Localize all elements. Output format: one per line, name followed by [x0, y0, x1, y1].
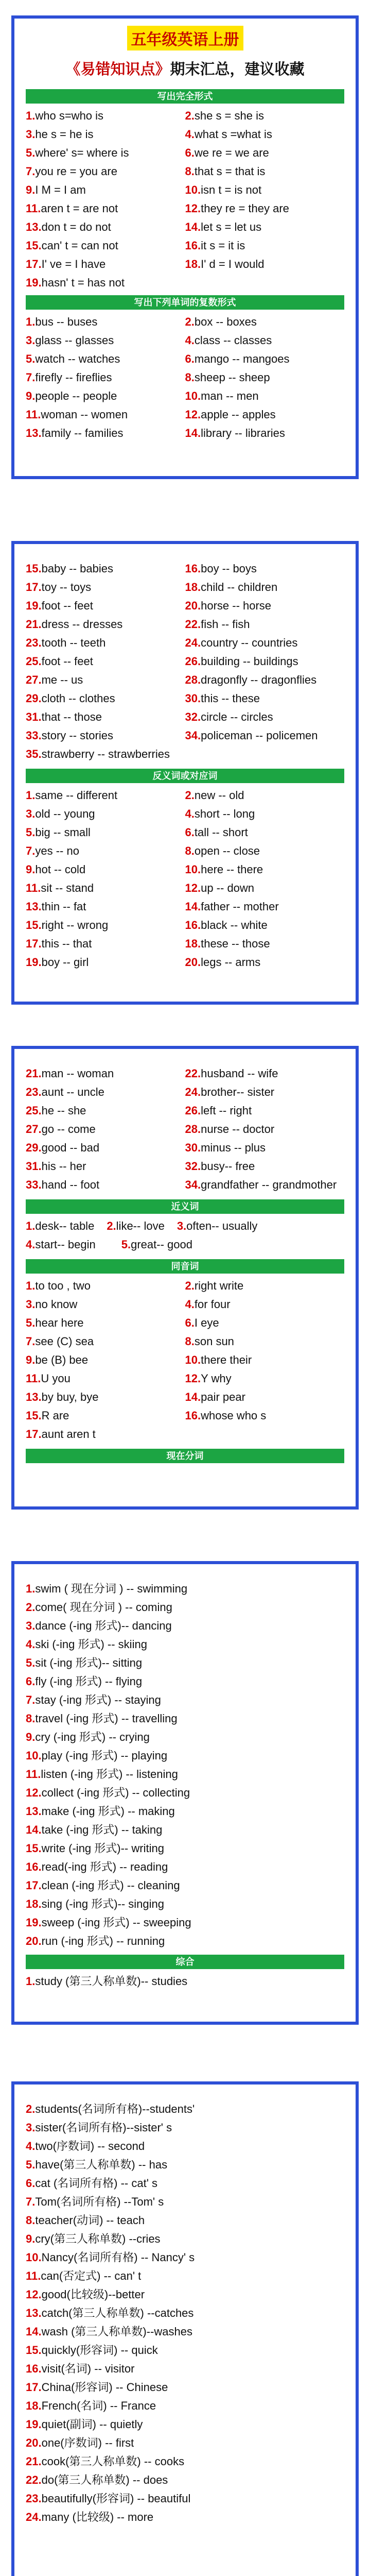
list-item: 10.there their [185, 1353, 252, 1366]
list-item: 20.horse -- horse [185, 599, 272, 612]
list-item: 12.Y why [185, 1372, 232, 1385]
list-item: 10.play (-ing 形式) -- playing [26, 1749, 168, 1762]
list-item: 25.he -- she [26, 1104, 86, 1117]
list-item: 21.dress -- dresses [26, 618, 123, 631]
plurals-right-column [185, 313, 345, 443]
list-item: 22.husband -- wife [185, 1067, 278, 1080]
list-item: 2.new -- old [185, 789, 244, 802]
antonyms-left-column [26, 786, 185, 972]
list-item: 5.big -- small [26, 826, 91, 839]
antonyms2-left-column [26, 1064, 185, 1194]
list-item: 21.cook(第三人称单数) -- cooks [26, 2455, 185, 2468]
list-item: 4.what s =what is [185, 128, 272, 141]
list-item: 9.people -- people [26, 389, 117, 402]
section-heading-synonyms: 近义词 [26, 1199, 344, 1214]
list-item: 35.strawberry -- strawberries [26, 748, 170, 760]
list-item: 9.I M = I am [26, 183, 86, 196]
list-item: 13.by buy, bye [26, 1391, 99, 1403]
list-item: 16.read(-ing 形式) -- reading [26, 1860, 168, 1873]
list-item: 2.right write [185, 1279, 244, 1292]
list-item: 13.don t = do not [26, 221, 111, 233]
list-item: 17.clean (-ing 形式) -- cleaning [26, 1879, 180, 1892]
list-item: 8.travel (-ing 形式) -- travelling [26, 1712, 178, 1725]
list-item: 24.many (比较级) -- more [26, 2511, 154, 2523]
list-item: 12.good(比较级)--better [26, 2288, 145, 2301]
plurals-list [26, 313, 344, 443]
list-item: 3.old -- young [26, 807, 95, 820]
list-item: 6.cat (名词所有格) -- cat' s [26, 2177, 158, 2190]
plurals2-left-column [26, 560, 185, 745]
list-item: 16.visit(名词) -- visitor [26, 2362, 135, 2375]
list-item: 15.right -- wrong [26, 919, 109, 931]
list-item: 20.one(序数词) -- first [26, 2436, 134, 2449]
list-item: 5.hear here [26, 1316, 84, 1329]
list-item: 12.they re = they are [185, 202, 289, 215]
list-item: 11.can(否定式) -- can' t [26, 2269, 142, 2282]
list-item: 1.study (第三人称单数)-- studies [26, 1975, 188, 1988]
list-item: 26.left -- right [185, 1104, 252, 1117]
list-item: 4.short -- long [185, 807, 255, 820]
list-item: 17.aunt aren t [26, 1428, 96, 1440]
list-item: 24.brother-- sister [185, 1086, 275, 1098]
list-item: 17.this -- that [26, 937, 92, 950]
list-item: 23.beautifully(形容词) -- beautiful [26, 2492, 191, 2505]
plurals-list-continued [26, 560, 344, 745]
list-item: 21.man -- woman [26, 1067, 114, 1080]
list-item: 12.apple -- apples [185, 408, 276, 421]
list-item: 6.I eye [185, 1316, 219, 1329]
card-2 [11, 541, 359, 1005]
list-item: 1.to too , two [26, 1279, 91, 1292]
list-item: 14.let s = let us [185, 221, 262, 233]
list-item: 3.sister(名词所有格)--sister' s [26, 2121, 172, 2134]
list-item: 31.his -- her [26, 1160, 86, 1173]
list-item: 8.teacher(动词) -- teach [26, 2214, 145, 2227]
list-item: 10.man -- men [185, 389, 259, 402]
list-item: 10.Nancy(名词所有格) -- Nancy' s [26, 2251, 195, 2264]
list-item: 6.we re = we are [185, 146, 269, 159]
list-item: 4.start-- begin [26, 1238, 96, 1251]
list-item: 1.who s=who is [26, 109, 104, 122]
list-item: 15.quickly(形容词) -- quick [26, 2344, 158, 2357]
list-item: 29.good -- bad [26, 1141, 100, 1154]
list-item: 18.sing (-ing 形式)-- singing [26, 1897, 164, 1910]
antonyms-list [26, 786, 344, 972]
list-item: 3.often-- usually [177, 1219, 258, 1232]
list-item: 2.she s = she is [185, 109, 264, 122]
card-4 [11, 1561, 359, 2025]
list-item: 4.for four [185, 1298, 231, 1311]
list-item: 4.class -- classes [185, 334, 272, 347]
section-heading-plurals: 写出下列单词的复数形式 [26, 295, 344, 310]
list-item: 14.take (-ing 形式) -- taking [26, 1823, 163, 1836]
list-item: 28.dragonfly -- dragonflies [185, 673, 317, 686]
list-item: 9.cry(第三人称单数) --cries [26, 2232, 161, 2245]
list-item: 32.circle -- circles [185, 710, 273, 723]
list-item: 20.run (-ing 形式) -- running [26, 1935, 165, 1947]
list-item: 11.listen (-ing 形式) -- listening [26, 1768, 178, 1781]
full-forms-right-column [185, 107, 345, 292]
list-item: 22.fish -- fish [185, 618, 250, 631]
list-item: 6.fly (-ing 形式) -- flying [26, 1675, 143, 1688]
list-item: 1.desk-- table [26, 1219, 95, 1232]
list-item: 10.isn t = is not [185, 183, 262, 196]
list-item: 11.U you [26, 1372, 71, 1385]
section-heading-homophones: 同音词 [26, 1259, 344, 1274]
homophones-left-column [26, 1277, 185, 1444]
list-item: 7.see (C) sea [26, 1335, 94, 1348]
list-item: 11.aren t = are not [26, 202, 118, 215]
list-item: 19.sweep (-ing 形式) -- sweeping [26, 1916, 191, 1929]
list-item: 15.write (-ing 形式)-- writing [26, 1842, 164, 1855]
list-item: 9.be (B) bee [26, 1353, 89, 1366]
section-heading-comprehensive: 综合 [26, 1955, 344, 1969]
list-item: 34.policeman -- policemen [185, 729, 318, 742]
list-item: 14.father -- mother [185, 900, 279, 913]
list-item: 19.quiet(副词) -- quietly [26, 2418, 143, 2431]
list-item: 33.hand -- foot [26, 1178, 100, 1191]
list-item: 10.here -- there [185, 863, 263, 876]
list-item: 18.I' d = I would [185, 258, 265, 270]
sub-title [14, 58, 356, 79]
list-item: 23.aunt -- uncle [26, 1086, 104, 1098]
list-item: 34.grandfather -- grandmother [185, 1178, 337, 1191]
list-item: 6.mango -- mangoes [185, 352, 290, 365]
list-item: 3.glass -- glasses [26, 334, 114, 347]
card-1 [11, 15, 359, 479]
plurals-left-column [26, 313, 185, 443]
list-item: 5.have(第三人称单数) -- has [26, 2158, 168, 2171]
sub-title-bracket-close: 》 [155, 61, 170, 78]
list-item: 33.story -- stories [26, 729, 113, 742]
list-item: 11.woman -- women [26, 408, 128, 421]
synonyms-row-2 [26, 1235, 344, 1254]
list-item: 15.R are [26, 1409, 69, 1422]
list-item: 16.black -- white [185, 919, 268, 931]
antonyms-list-continued [26, 1064, 344, 1194]
list-item: 14.wash (第三人称单数)--washes [26, 2325, 192, 2338]
list-item: 6.tall -- short [185, 826, 248, 839]
list-item: 19.foot -- feet [26, 599, 93, 612]
plurals-last-item [26, 745, 344, 764]
list-item: 17.I' ve = I have [26, 258, 106, 270]
list-item: 24.country -- countries [185, 636, 298, 649]
list-item: 3.he s = he is [26, 128, 94, 141]
sub-title-highlight: 易错知识点 [80, 61, 155, 78]
present-participles-list [26, 1580, 344, 1951]
list-item: 23.tooth -- teeth [26, 636, 106, 649]
section-heading-present-participles: 现在分词 [26, 1449, 344, 1463]
list-item: 3.no know [26, 1298, 78, 1311]
list-item: 8.that s = that is [185, 165, 266, 178]
list-item: 19.hasn' t = has not [26, 276, 125, 289]
list-item: 4.two(序数词) -- second [26, 2140, 145, 2153]
list-item: 14.pair pear [185, 1391, 245, 1403]
list-item: 27.go -- come [26, 1123, 96, 1136]
list-item: 1.swim ( 现在分词 ) -- swimming [26, 1582, 188, 1595]
list-item: 16.boy -- boys [185, 562, 257, 575]
full-forms-left-column [26, 107, 185, 292]
list-item: 18.these -- those [185, 937, 270, 950]
list-item: 16.whose who s [185, 1409, 267, 1422]
card-3 [11, 1046, 359, 1510]
sub-title-bracket-open: 《 [65, 61, 81, 78]
list-item: 11.sit -- stand [26, 882, 94, 894]
list-item: 29.cloth -- clothes [26, 692, 115, 705]
list-item: 9.hot -- cold [26, 863, 86, 876]
list-item: 3.dance (-ing 形式)-- dancing [26, 1619, 172, 1632]
antonyms-right-column [185, 786, 345, 972]
list-item: 12.collect (-ing 形式) -- collecting [26, 1786, 190, 1799]
list-item: 13.family -- families [26, 427, 124, 439]
card-5 [11, 2081, 359, 2576]
antonyms2-right-column [185, 1064, 345, 1194]
list-item: 8.son sun [185, 1335, 234, 1348]
list-item: 7.yes -- no [26, 844, 79, 857]
list-item: 17.toy -- toys [26, 581, 92, 594]
list-item: 7.firefly -- fireflies [26, 371, 112, 384]
list-item: 4.ski (-ing 形式) -- skiing [26, 1638, 147, 1651]
list-item: 5.watch -- watches [26, 352, 120, 365]
list-item: 5.great-- good [121, 1238, 192, 1251]
list-item: 1.same -- different [26, 789, 118, 802]
list-item: 2.students(名词所有格)--students' [26, 2103, 195, 2115]
plurals2-right-column [185, 560, 345, 745]
list-item: 18.child -- children [185, 581, 278, 594]
list-item: 13.thin -- fat [26, 900, 86, 913]
list-item: 12.up -- down [185, 882, 255, 894]
list-item: 31.that -- those [26, 710, 102, 723]
list-item: 1.bus -- buses [26, 315, 98, 328]
list-item: 22.do(第三人称单数) -- does [26, 2473, 168, 2486]
full-forms-list [26, 107, 344, 292]
list-item: 25.foot -- feet [26, 655, 93, 668]
list-item: 32.busy-- free [185, 1160, 255, 1173]
list-item: 5.sit (-ing 形式)-- sitting [26, 1656, 143, 1669]
main-title: 五年级英语上册 [127, 26, 243, 50]
list-item: 13.catch(第三人称单数) --catches [26, 2307, 194, 2319]
section-heading-full-forms: 写出完全形式 [26, 89, 344, 104]
list-item: 7.Tom(名词所有格) --Tom' s [26, 2195, 164, 2208]
list-item: 17.China(形容词) -- Chinese [26, 2381, 168, 2394]
list-item: 7.you re = you are [26, 165, 117, 178]
list-item: 27.me -- us [26, 673, 83, 686]
homophones-list [26, 1277, 344, 1444]
list-item: 20.legs -- arms [185, 956, 261, 969]
list-item: 14.library -- libraries [185, 427, 285, 439]
homophones-right-column [185, 1277, 345, 1444]
list-item: 13.make (-ing 形式) -- making [26, 1805, 175, 1818]
sub-title-rest: 期末汇总，建议收藏 [170, 61, 305, 78]
list-item: 8.sheep -- sheep [185, 371, 270, 384]
section-heading-antonyms: 反义词或对应词 [26, 769, 344, 783]
list-item: 30.this -- these [185, 692, 260, 705]
list-item: 16.it s = it is [185, 239, 245, 252]
list-item: 26.building -- buildings [185, 655, 298, 668]
synonyms-row-1 [26, 1217, 344, 1235]
list-item: 18.French(名词) -- France [26, 2399, 156, 2412]
comprehensive-list [26, 1972, 344, 1991]
list-item: 28.nurse -- doctor [185, 1123, 275, 1136]
list-item: 2.come( 现在分词 ) -- coming [26, 1601, 172, 1614]
list-item: 15.baby -- babies [26, 562, 114, 575]
list-item: 19.boy -- girl [26, 956, 89, 969]
list-item: 7.stay (-ing 形式) -- staying [26, 1693, 161, 1706]
list-item: 5.where' s= where is [26, 146, 129, 159]
comprehensive-list-continued [26, 2100, 344, 2527]
list-item: 15.can' t = can not [26, 239, 118, 252]
list-item: 9.cry (-ing 形式) -- crying [26, 1731, 150, 1743]
list-item: 2.like-- love [107, 1219, 165, 1232]
list-item: 8.open -- close [185, 844, 260, 857]
list-item: 30.minus -- plus [185, 1141, 266, 1154]
list-item: 2.box -- boxes [185, 315, 257, 328]
